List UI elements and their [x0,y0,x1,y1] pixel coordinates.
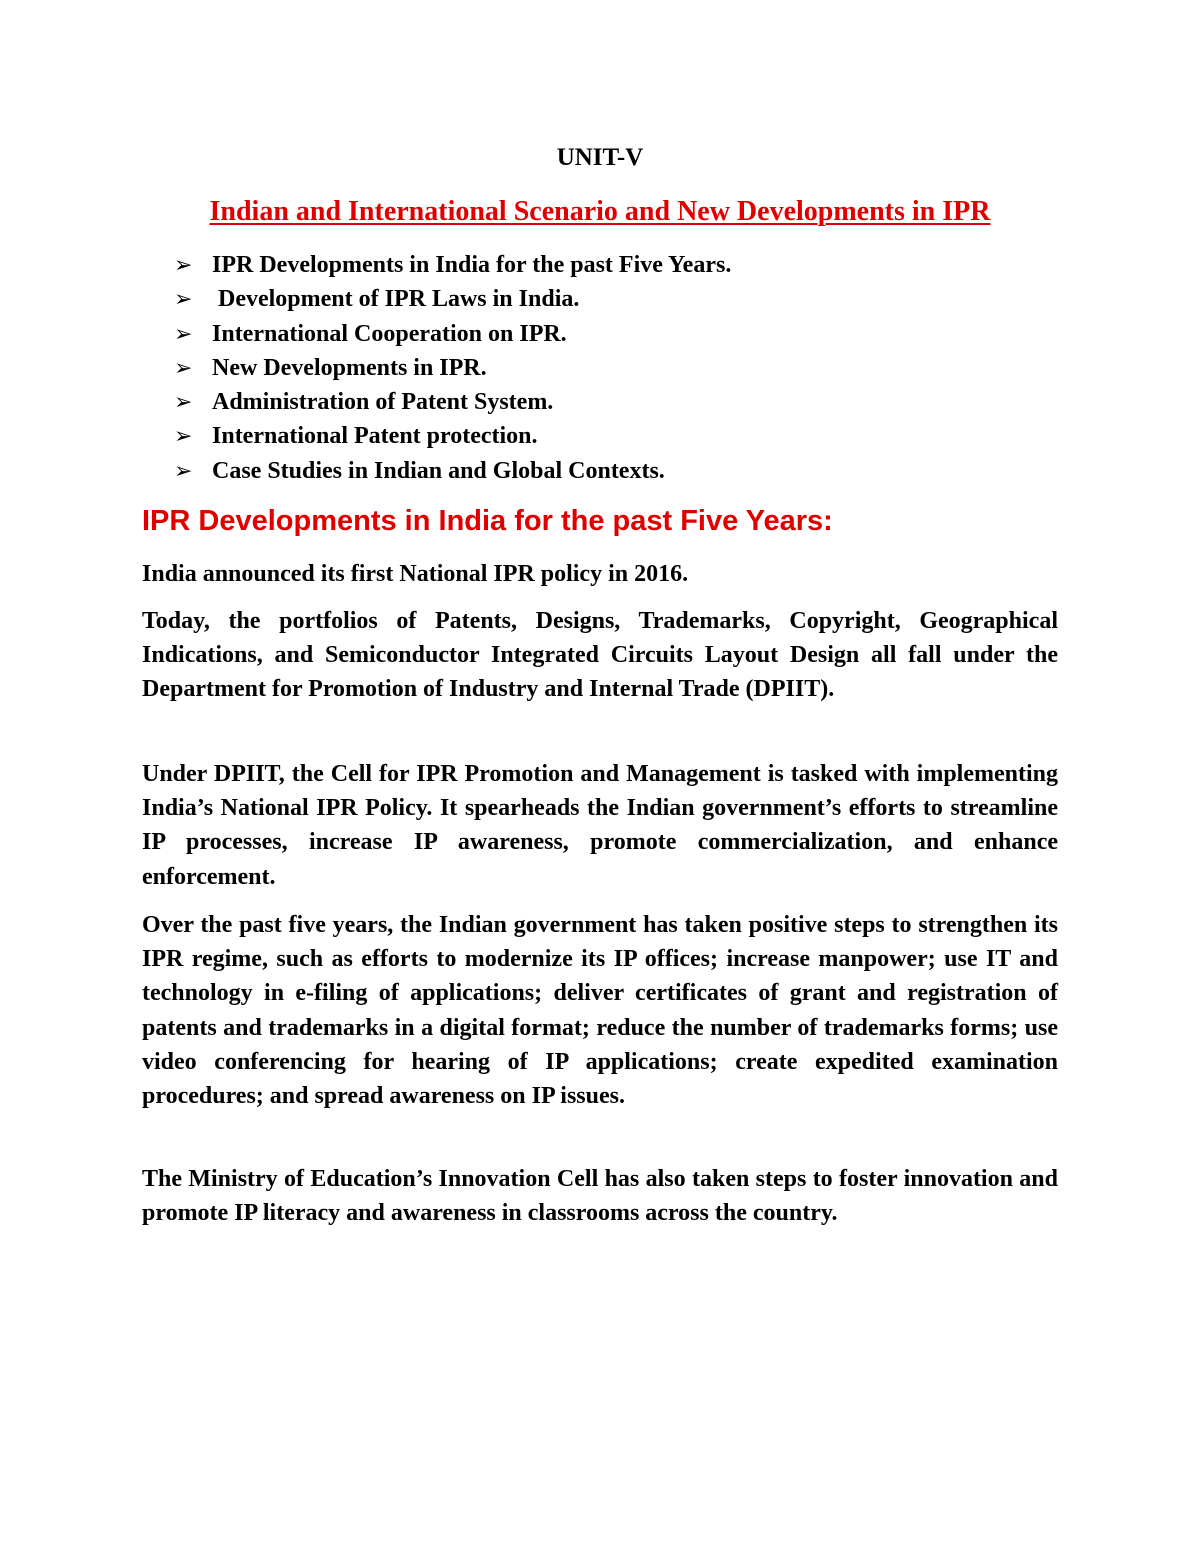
list-item [174,282,1074,316]
topic-label: Administration of Patent System. [212,389,554,416]
main-heading: Indian and International Scenario and New Developments in IPR [209,196,991,227]
topic-label: New Developments in IPR. [212,354,487,381]
arrow-bullet-icon: ➢ [174,355,193,381]
arrow-bullet-icon: ➢ [174,253,193,278]
list-item [174,317,1074,351]
arrow-bullet-icon: ➢ [174,287,193,313]
topic-label: Development of IPR Laws in India. [212,286,580,313]
topic-label: Case Studies in Indian and Global Contexts. [212,457,665,484]
arrow-bullet-icon: ➢ [174,390,193,416]
list-item [174,248,1074,282]
paragraph: India announced its first National IPR policy in 2016. [142,561,689,587]
topic-label: International Cooperation on IPR. [212,320,567,347]
list-item [174,419,1074,453]
list-item [174,385,1074,419]
unit-title: UNIT-V [556,144,644,171]
list-item [174,351,1074,385]
arrow-bullet-icon: ➢ [174,458,193,484]
paragraph: Under DPIIT, the Cell for IPR Promotion and Management is tasked with implementing India’s National IPR Policy. It spearheads the Indian government’s efforts to streamline IP processes, increase IP awareness, promote commercialization, and enhance enforcement. [142,761,1058,890]
paragraph: The Ministry of Education’s Innovation Cell has also taken steps to foster innovation and promote IP literacy and awareness in classrooms across the country. [142,1166,1058,1227]
arrow-bullet-icon: ➢ [174,321,193,347]
list-item [174,454,1074,488]
topic-list [174,248,1074,488]
paragraph: Today, the portfolios of Patents, Designs, Trademarks, Copyright, Geographical Indications, and Semiconductor Integrated Circuits Layout Design all fall under the Department for Promotion of Industry and Internal Trade (DPIIT). [142,608,1058,703]
paragraph: Over the past five years, the Indian government has taken positive steps to strengthen its IPR regime, such as efforts to modernize its IP offices; increase manpower; use IT and technology in e-filing of applications; deliver certificates of grant and registration of patents and trademarks in a digital format; reduce the number of trademarks forms; use video conferencing for hearing of IP applications; create expedited examination procedures; and spread awareness on IP issues. [142,912,1058,1110]
arrow-bullet-icon: ➢ [174,424,193,450]
section-heading: IPR Developments in India for the past Five Years: [142,505,833,537]
topic-label: International Patent protection. [212,423,538,450]
topic-label: IPR Developments in India for the past Five Years. [212,252,732,278]
